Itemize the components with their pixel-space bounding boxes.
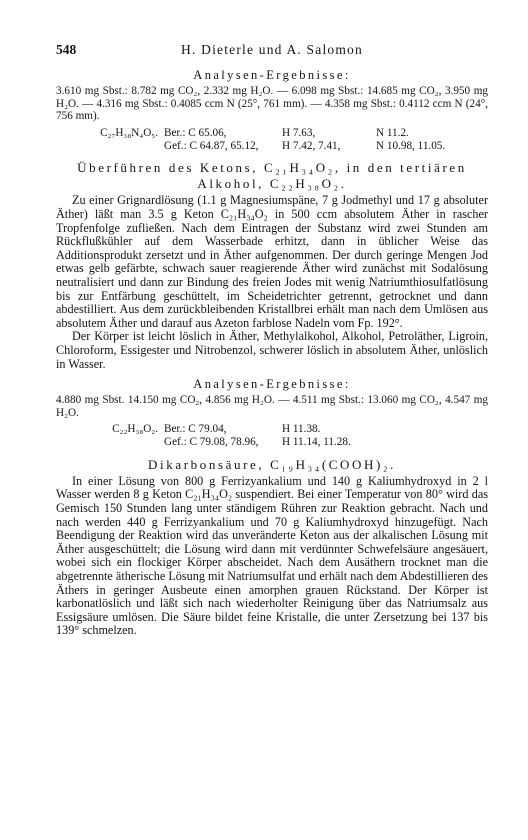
ber-label: Ber.:: [164, 423, 186, 436]
analysis-heading: Analysen-Ergebnisse:: [193, 68, 351, 82]
analysis-block-1: [56, 68, 488, 152]
molecular-formula: C₂₇H₃₈N₄O₅.: [100, 126, 158, 139]
gef-row: [56, 436, 488, 449]
gef-label: Gef.:: [164, 436, 187, 449]
analysis-text: 4.880 mg Sbst. 14.150 mg CO₂, 4.856 mg H₂O. — 4.511 mg Sbst.: 13.060 mg CO₂, 4.547 mg H₂O.: [56, 394, 488, 419]
analysis-formula-table: [56, 423, 488, 449]
ber-hydrogen: H 11.38.: [282, 423, 321, 436]
analysis-heading: Analysen-Ergebnisse:: [193, 377, 351, 392]
page-header: [56, 42, 488, 62]
paragraph: Zu einer Grignardlösung (1.1 g Magnesiumspäne, 7 g Jodmethyl und 17 g absoluter Äther) läßt man 3.5 g Keton C₂₁H₃₄O₂ in 500 ccm absolutem Äther in rascher Tropfenfolge zufließen. Nach dem Eintragen der Substanz wird zwei Stunden am Rückflußkühler auf dem Wasserbade erhitzt, dann in üblicher Weise das Additionsprodukt zersetzt und in Äther aufgenommen. Der durch geringe Mengen Jod etwas gelb gefärbte, schwach sauer reagierende Äther wird zunächst mit Sodalösung neutralisiert und dann zur Bindung des freien Jodes mit wenig Natriumthiosulfatlösung bis zur Entfärbung geschüttelt, im Scheidetrichter getrennt, getrocknet und dann abdestilliert. Aus dem zurückbleibenden Kristallbrei erhält man nach dem Umlösen aus absolutem Äther und darauf aus Azeton farblose Nadeln vom Fp. 192°.: [56, 193, 488, 330]
section-heading: Dikarbonsäure, C₁₉H₃₄(COOH)₂.: [148, 456, 396, 472]
gef-row: [56, 140, 488, 153]
paragraph: Der Körper ist leicht löslich in Äther, Methylalkohol, Alkohol, Petroläther, Ligroin, Chloroform, Essigester und Nitrobenzol, schwerer löslich in absolutem Äther, unlöslich in Wasser.: [56, 329, 488, 371]
analysis-formula-table: [56, 127, 488, 153]
ber-hydrogen: H 7.63,: [282, 126, 316, 139]
ber-carbon: C 65.06,: [188, 126, 227, 139]
page-number: 548: [56, 42, 77, 57]
ber-row: [56, 423, 488, 436]
gef-label: Gef.:: [164, 139, 187, 152]
gef-hydrogen: H 7.42, 7.41,: [282, 139, 341, 152]
running-head: H. Dieterle und A. Salomon: [181, 42, 363, 57]
analysis-block-2: [56, 377, 488, 449]
molecular-formula: C₂₂H₃₈O₂.: [112, 423, 158, 436]
analysis-text: 3.610 mg Sbst.: 8.782 mg CO₂, 2.332 mg H₂O. — 6.098 mg Sbst.: 14.685 mg CO₂, 3.950 mg H₂O. — 4.316 mg Sbst.: 0.4085 ccm N (25°, 761 mm). — 4.358 mg Sbst.: 0.4112 ccm N (24°, 756 mm).: [56, 85, 488, 123]
section-dicarboxylic-acid: [56, 457, 488, 638]
section-heading: Überführen des Ketons, C₂₁H₃₄O₂, in den tertiären Alkohol, C₂₂H₃₈O₂.: [77, 160, 467, 192]
ber-nitrogen: N 11.2.: [376, 126, 409, 139]
gef-carbon: C 79.08, 78.96,: [189, 436, 259, 449]
gef-carbon: C 64.87, 65.12,: [189, 139, 259, 152]
paragraph: In einer Lösung von 800 g Ferrizyankalium und 140 g Kaliumhydroxyd in 2 l Wasser werden 8 g Keton C₂₁H₃₄O₂ suspendiert. Bei einer Temperatur von 80° wird das Gemisch 150 Stunden lang unter ständigem Rühren zur Reaktion gebracht. Nach und nach werden 440 g Ferrizyankalium und 70 g Kaliumhydroxyd hinzugefügt. Nach Beendigung der Reaktion wird das unveränderte Keton aus der alkalischen Lösung mit Äther ausgeschüttelt; die Lösung wird dann mit verdünnter Schwefelsäure angesäuert, wobei sich ein flockiger Körper abscheidet. Nach dem Ausäthern trocknet man die abgetrennte ätherische Lösung mit Natriumsulfat und erhält nach dem Abdestillieren des Äthers in geringer Ausbeute einen amorphen grauen Rückstand. Der Körper ist karbonatlöslich und läßt sich nach wiederholter Reinigung über das Natriumsalz aus Essigsäure umlösen. Die Säure bildet feine Kristalle, die unter Zersetzung bei 137 bis 139° schmelzen.: [56, 473, 488, 638]
section-ketone-to-alcohol: [56, 160, 488, 371]
ber-label: Ber.:: [164, 126, 186, 139]
gef-nitrogen: N 10.98, 11.05.: [376, 139, 446, 152]
journal-page: [56, 42, 488, 638]
ber-carbon: C 79.04,: [188, 423, 227, 436]
gef-hydrogen: H 11.14, 11.28.: [282, 436, 351, 449]
ber-row: [56, 127, 488, 140]
